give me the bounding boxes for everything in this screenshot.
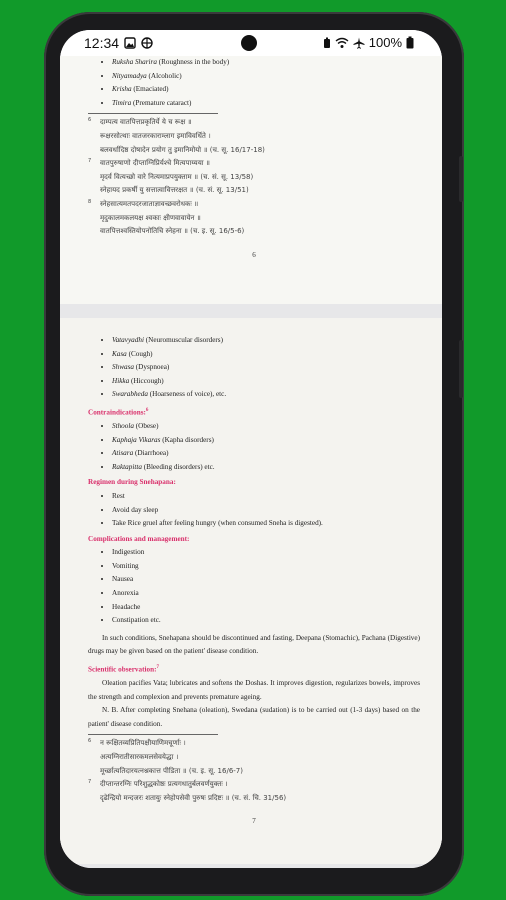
power-button[interactable]: [459, 340, 463, 398]
paragraph: In such conditions, Snehapana should be discontinued and fasting, Deepana (Stomachic), Pachana (Digestive) drugs may be given based on the patient' disease condition.: [88, 633, 420, 656]
note-paragraph: N. B. After completing Snehana (oleation), Swedana (sudation) is to be carried out (1-3 days) based on the patient' disease condition.: [88, 706, 420, 728]
document-page-7: [60, 318, 442, 864]
footnote: 7 दीप्तान्तरग्निः परिशुद्धकोष्ठः प्रत्यगधातुर्बलवर्णयुक्तः । दृढेन्द्रियो मन्दजरः शतायुः स्नेहोपसेवी पुरुषः प्रदिष्टः ॥ (च. सं. चि. 31/56): [88, 779, 287, 802]
list-item: • Raktapitta (Bleeding disorders) etc.: [112, 461, 420, 475]
list-item: • Sthoola (Obese): [112, 420, 420, 434]
list-item: • Anorexia: [112, 587, 420, 601]
clock: 12:34: [84, 35, 120, 51]
section-heading-regimen: Regimen during Snehapana:: [88, 478, 176, 487]
app-icon: [141, 37, 153, 49]
list-item: • Hikka (Hiccough): [112, 375, 420, 389]
screen: [60, 30, 442, 868]
list-item: • Indigestion: [112, 546, 420, 560]
section-heading-contraindications: Contraindications:$^6$: [88, 407, 149, 417]
document-page-6: [60, 56, 442, 304]
complication-list: [88, 546, 420, 628]
list-item: • Avoid day sleep: [112, 504, 420, 518]
list-item: • Shwasa (Dyspnoea): [112, 361, 420, 375]
list-item: • Headache: [112, 601, 420, 615]
wifi-icon: [335, 37, 349, 49]
battery-saver-icon: [323, 37, 331, 49]
status-bar: [60, 30, 442, 56]
footnote: 6 दाम्पत्य वातपित्तप्रकृतिर्ये ये च रूक्ष ॥ रूक्षरसोत्थाः वातजरकाराम्लाग इमाविवर्धिते । बलवर्धादिष्ठ दोषादेन प्रयोग तु इमानिमोयो ॥ (च. सू. 16/17-18): [88, 117, 265, 154]
regimen-list: [88, 490, 420, 531]
page-number: 7: [252, 817, 256, 826]
list-item: • Vatavyadhi (Neuromuscular disorders): [112, 334, 420, 348]
list-item: • Constipation etc.: [112, 614, 420, 628]
section-heading-scientific: Scientific observation:$^7$: [88, 665, 159, 674]
list-item: • Kasa (Cough): [112, 348, 420, 362]
pdf-viewer[interactable]: [60, 56, 442, 868]
footnote: 8 स्नेहसात्यमतपदरजाताज्ञावच्छवरोधकः ॥ मृदुकालमकलयक्ष श्वकाः क्षीणवावायेन ॥ वातपित्तश्वस्तियोपनोतिचि स्नेहना ॥ (च. इ. सू. 16/5-6): [88, 198, 245, 236]
page-number: 6: [252, 250, 256, 259]
footnote: 7 वातपुरुषाणो दीप्ताग्निप्रिर्यश्चे मित्यपाय्यया ॥ मृदर्व वित्यच्छो वारे नित्यमाप्रपयुक्ताम ॥ (च. सं. सू. 13/58): [88, 158, 254, 181]
list-item: • Swarabheda (Hoarseness of voice), etc.: [112, 388, 420, 402]
list-item: • Rest: [112, 490, 420, 504]
footnote: 6 न रूक्षितव्यप्रितिपक्षीयाणिमचूर्णाः । अत्यग्निरातीसारकमलसेवयेद्धा । मूर्च्छात्यतिदारयत्नश्नकात्त पीडिता ॥ (च. इ. सू. 16/6-7): [88, 738, 243, 775]
list-item: • Kaphaja Vikaras (Kapha disorders): [112, 434, 420, 448]
list-item: • Nausea: [112, 573, 420, 587]
gallery-icon: [124, 37, 136, 49]
list-item: • Take Rice gruel after feeling hungry (when consumed Sneha is digested).: [112, 517, 420, 531]
footnote-divider: [88, 113, 218, 114]
list-item: • Krisha (Emaciated): [112, 83, 420, 97]
list-item: • Ruksha Sharira (Roughness in the body): [112, 56, 420, 70]
footnote: स्नेहायद प्रकर्षी यु सत्तात्वावित्तरक्षत ॥ (च. सं. सू. 13/51): [100, 186, 249, 195]
list-item: • Nityamadya (Alcoholic): [112, 70, 420, 84]
paragraph: Oleation pacifies Vata; lubricates and softens the Doshas. It improves digestion, regularizes bowels, improves the strength and complexion and prevents premature ageing.: [88, 679, 420, 701]
list-item: • Atisara (Diarrhoea): [112, 447, 420, 461]
contraindication-list: [88, 420, 420, 474]
battery-icon: [406, 36, 414, 49]
volume-button[interactable]: [459, 156, 463, 202]
list-item: • Vomiting: [112, 560, 420, 574]
indication-list: [88, 334, 420, 402]
footnote-divider: [88, 734, 218, 735]
section-heading-complications: Complications and management:: [88, 534, 190, 543]
list-item: • Timira (Premature cataract): [112, 97, 420, 111]
battery-percent: 100%: [368, 35, 402, 50]
condition-list: [88, 56, 420, 110]
airplane-icon: [353, 37, 365, 49]
front-camera: [241, 35, 257, 51]
